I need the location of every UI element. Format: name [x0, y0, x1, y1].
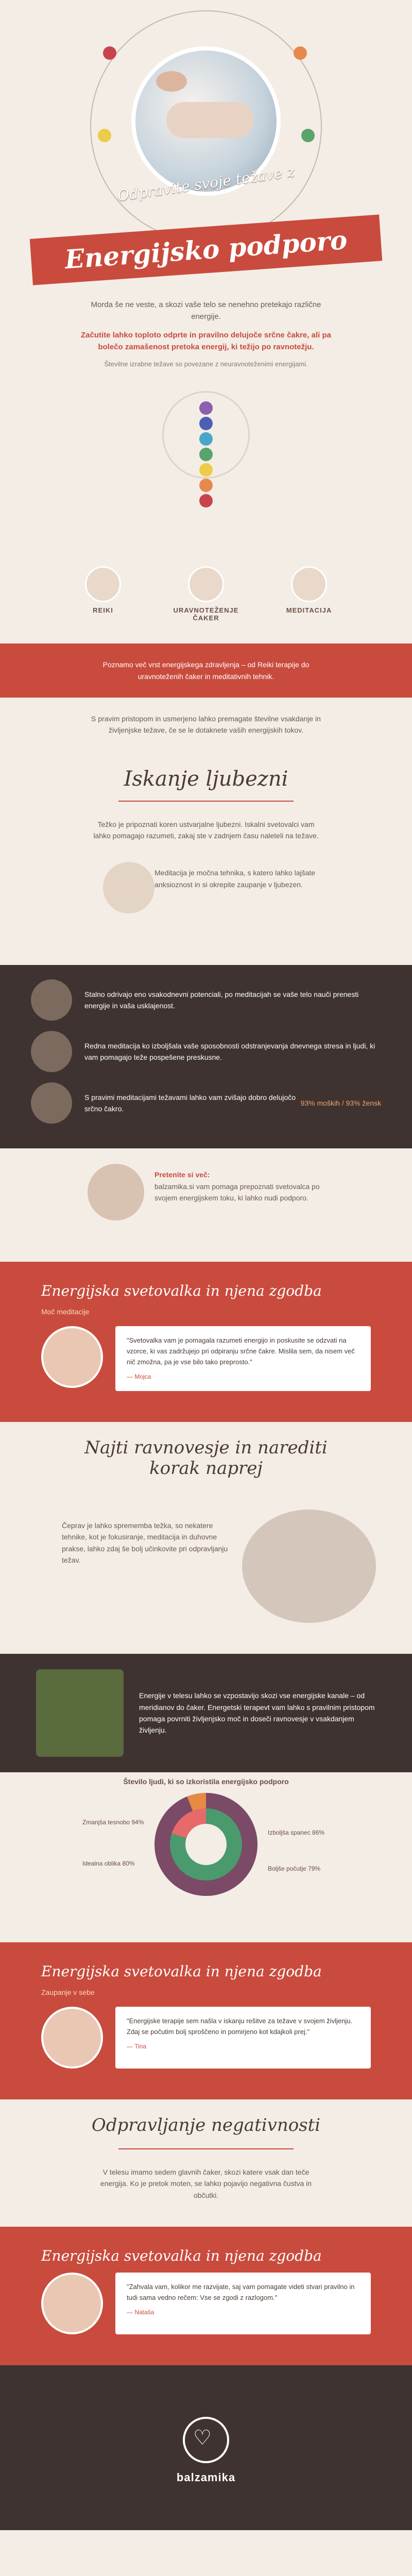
tab-meditation: MEDITACIJA	[286, 606, 332, 615]
negativity-title: Odpravljanje negativnosti	[91, 2115, 321, 2136]
stat-row	[31, 1031, 381, 1072]
title-rule	[118, 2148, 294, 2149]
story-title: Energijska svetovalka in njena zgodba	[41, 1963, 322, 1980]
stat-text: S pravimi meditacijami težavami lahko vam zvišajo dobro delujočo srčno čakro.	[84, 1093, 296, 1113]
meditation-icon	[291, 566, 327, 602]
pie-label: Izboljša spanec 86%	[268, 1829, 325, 1837]
story-title: Energijska svetovalka in njena zgodba	[41, 1282, 322, 1300]
spacer	[0, 2211, 412, 2227]
advisor-head: Pretenite si več:	[154, 1171, 210, 1179]
hero-person	[166, 102, 254, 138]
forest-text: Energije v telesu lahko se vzpostavijo skozi vse energijske kanale – od meridianov do čaker. Energetski terapevt vam lahko s pravilnim pristopom pomaga povrniti življenjsko moč in doseči ravnovesje v vsakdanjem življenju.	[139, 1691, 375, 1735]
peace-title-wrap	[0, 1422, 412, 1499]
quote-card	[115, 1326, 371, 1391]
heart-icon: ♡	[193, 2427, 212, 2450]
brain-icon	[31, 1031, 72, 1072]
quote-text: "Zahvala vam, kolikor me razvijate, saj vam pomagate videti stvari pravilno in tudi sama vedno rečem: Vse se zgodi z razlogom."	[127, 2283, 355, 2302]
pie-hole	[185, 1824, 227, 1865]
stat-percent: 93% moških / 93% žensk	[300, 1099, 381, 1108]
advisor-photo	[88, 1164, 144, 1221]
quote-row	[41, 1326, 371, 1391]
chakra-balance-icon	[188, 566, 224, 602]
story-subtitle: Moč meditacije	[41, 1308, 90, 1316]
story-2	[0, 1942, 412, 2099]
hero-title: Energijsko podporo	[63, 224, 349, 275]
red-band: Poznamo več vrst energijskega zdravljenja – od Reiki terapije do uravnoteženih čaker in meditativnih tehnik.	[0, 643, 412, 698]
stat-row	[31, 1082, 381, 1124]
therapy-tabs	[0, 566, 412, 643]
peace-photo	[242, 1510, 376, 1623]
story-avatar	[41, 2273, 103, 2334]
chakra-icon	[98, 129, 111, 142]
stat-row	[31, 979, 381, 1021]
quote-card	[115, 2273, 371, 2334]
throat-chakra-icon	[199, 432, 213, 446]
pie-label: Zmanjša tesnobo 94%	[82, 1819, 144, 1826]
story-avatar	[41, 1326, 103, 1388]
reiki-icon	[85, 566, 121, 602]
intro-p2: Začutite lahko toploto odprte in pravilno delujoče srčne čakre, ali pa bolečo zamašenost pretoka energij, ki težijo po ravnotežju.	[81, 330, 331, 351]
hero	[0, 0, 412, 289]
story-1	[0, 1262, 412, 1422]
quote-card	[115, 2007, 371, 2069]
stat-text: Stalno odrivajo eno vsakodnevni potenciali, po meditacijah se vaše telo nauči prenesti energije in vaša usklajenost.	[84, 990, 359, 1010]
heart-chakra-icon	[199, 448, 213, 461]
lotus-icon	[103, 862, 154, 913]
advisor-text-wrap	[154, 1169, 330, 1204]
sacral-chakra-icon	[199, 479, 213, 492]
tab-reiki: REIKI	[93, 606, 113, 615]
crown-chakra-icon	[199, 401, 213, 415]
meditation-text: Meditacija je močna tehnika, s katero lahko lajšate anksioznost in si okrepite zaupanje v ljubezen.	[154, 869, 316, 889]
intro-p1: Morda še ne veste, a skozi vaše telo se nenehno pretekajo različne energije.	[91, 300, 321, 321]
stat-band	[0, 965, 412, 1148]
root-chakra-icon	[199, 494, 213, 507]
story-avatar	[41, 2007, 103, 2069]
negativity-title-wrap	[0, 2099, 412, 2161]
quote-row	[41, 2273, 371, 2334]
chakra-column	[0, 381, 412, 566]
brand-name[interactable]: balzamika	[176, 2471, 236, 2484]
calendar-icon	[31, 979, 72, 1021]
pie-label: Boljše počutje 79%	[268, 1865, 321, 1873]
advisor-row	[0, 1148, 412, 1262]
solar-chakra-icon	[199, 463, 213, 477]
peace-text: Čeprav je lahko sprememba težka, so nekatere tehnike, kot je fokusiranje, meditacija in duhovne prakse, lahko zdaj še bolj učinkovite pri odpravljanju težav.	[62, 1521, 228, 1565]
tab-chakra-balance: URAVNOTEŽENJE ČAKER	[173, 606, 239, 622]
love-title-wrap	[0, 752, 412, 814]
quote-text: "Energijske terapije sem našla v iskanju rešitve za težave v svojem življenju. Zdaj se počutim bolj sproščeno in pomirjeno kot kdajkoli prej."	[127, 2017, 353, 2036]
meditation-row	[0, 852, 412, 965]
pie-label: Idealna oblika 80%	[82, 1860, 135, 1868]
forest-photo	[36, 1669, 124, 1757]
pie-chart	[0, 1772, 412, 1942]
hero-hands	[156, 71, 187, 92]
advisor-text: balzamika.si vam pomaga prepoznati svetovalca po svojem energijskem toku, ki lahko nudi podporo.	[154, 1182, 320, 1202]
chakra-icon	[301, 129, 315, 142]
quote-text: "Svetovalka vam je pomagala razumeti energijo in poskusite se odzvati na vzorce, ki vas zadržujejo pri odpiranju srčne čakre. Mislila sem, da nisem več nič zmožna, pa je vse bilo tako preprosto."	[127, 1336, 355, 1366]
intro-p3: Številne izrabne težave so povezane z neuravnoteženimi energijami.	[104, 360, 308, 368]
love-title: Iskanje ljubezni	[124, 767, 288, 791]
story-3	[0, 2227, 412, 2365]
transition-text: S pravim pristopom in usmerjeno lahko premagate številne vsakdanje in življenjske težave, če se le dotaknete vaših energijskih tokov.	[91, 714, 321, 735]
peace-row	[0, 1499, 412, 1654]
third-eye-chakra-icon	[199, 417, 213, 430]
story-title: Energijska svetovalka in njena zgodba	[41, 2247, 322, 2265]
chakra-stack	[198, 401, 214, 510]
forest-band	[0, 1654, 412, 1772]
intro	[0, 289, 412, 381]
quote-signature: — Tina	[127, 2042, 147, 2050]
quote-row	[41, 2007, 371, 2069]
negativity-text: V telesu imamo sedem glavnih čaker, skozi katere vsak dan teče energija. Ko je pretok moten, se lahko pojavijo negativna čustva in občutki.	[100, 2168, 312, 2199]
chakra-icon	[294, 46, 307, 60]
pie-title: Število ljudi, ki so izkoristila energijsko podporo	[123, 1777, 289, 1786]
stat-text: Redna meditacija ko izboljšala vaše sposobnosti odstranjevanja dnevnega stresa in ljudi, ki vam pomagajo teže pospešene preskusne.	[84, 1042, 375, 1062]
peace-title: Najti ravnovesje in narediti korak naprej	[84, 1437, 328, 1479]
quote-signature: — Nataša	[127, 2308, 154, 2316]
hero-subtitle: Odpravite svoje težave z	[116, 163, 296, 205]
story-subtitle: Zaupanje v sebe	[41, 1988, 95, 1997]
people-icon	[31, 1082, 72, 1124]
love-text: Težko je pripoznati koren ustvarjalne ljubezni. Iskalni svetovalci vam lahko pomagajo razumeti, zakaj ste v zadnjem času naleteli na težave.	[93, 820, 319, 840]
title-rule	[118, 801, 294, 802]
quote-signature: — Mojca	[127, 1372, 151, 1380]
footer	[0, 2365, 412, 2530]
chakra-icon	[103, 46, 116, 60]
